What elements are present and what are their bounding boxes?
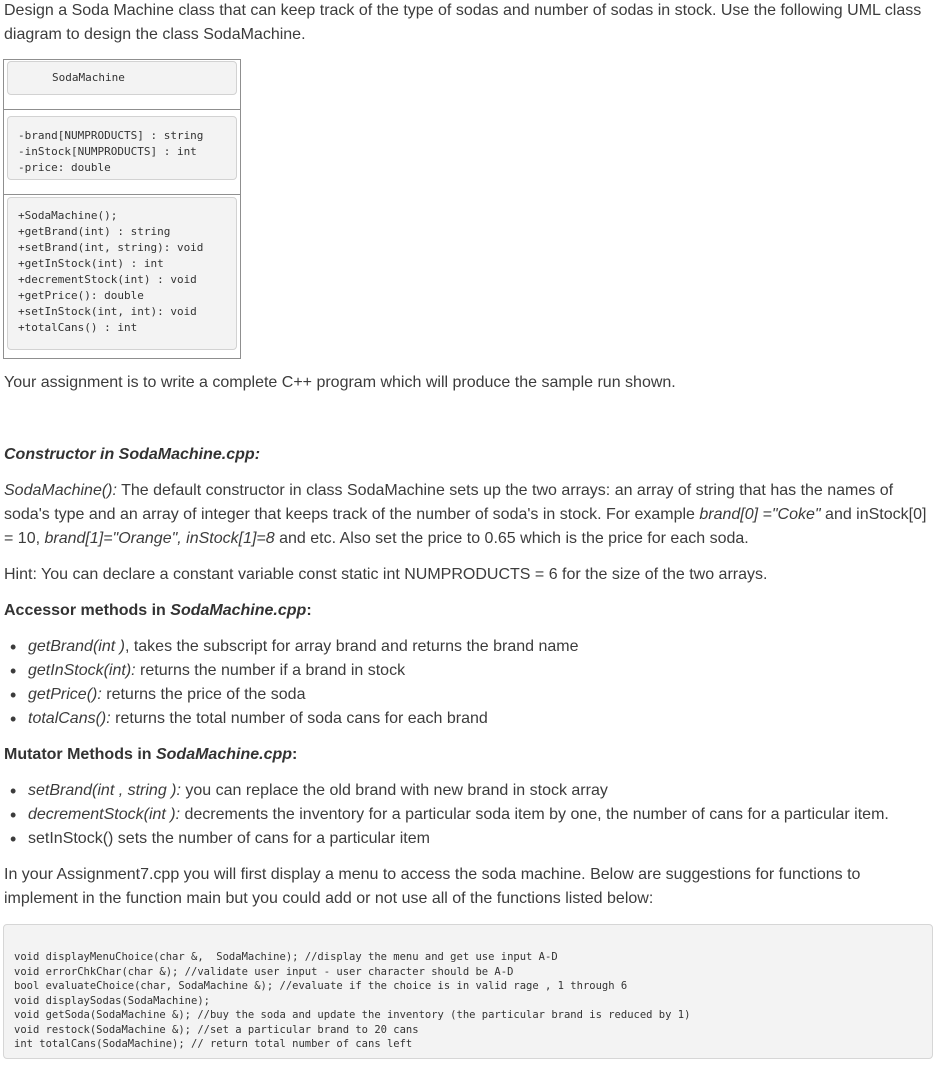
code-line: void displaySodas(SodaMachine); (14, 994, 210, 1007)
method-name: getBrand(int ) (28, 638, 125, 655)
uml-member: +setInStock(int, int): void (18, 305, 197, 318)
list-item (4, 683, 924, 707)
method-description: returns the total number of soda cans for each brand (110, 710, 488, 727)
list-item (4, 659, 924, 683)
method-name: setBrand(int , string ): (28, 782, 181, 799)
heading-file: SodaMachine.cpp (170, 602, 307, 619)
uml-member: +getPrice(): double (18, 289, 144, 302)
uml-methods (7, 197, 237, 350)
code-line: void errorChkChar(char &); //validate user input - user character should be A-D (14, 965, 514, 978)
code-line: void displayMenuChoice(char &, SodaMachine); //display the menu and get use input A-D (14, 951, 558, 963)
accessor-heading (4, 599, 934, 623)
constructor-text: The default constructor in class SodaMachine sets up the two arrays: an array of string that has the names of soda's type and an array of integer that keeps track of the number of soda's in stock. For example (4, 482, 894, 523)
code-line: bool evaluateChoice(char, SodaMachine &); //evaluate if the choice is in valid rage , 1 through 6 (14, 980, 628, 992)
method-name: getInStock(int): (28, 662, 136, 679)
assignment-paragraph: Your assignment is to write a complete C++ program which will produce the sample run shown. (4, 374, 676, 391)
list-item (4, 803, 924, 827)
uml-member: +setBrand(int, string): void (18, 241, 204, 254)
intro-paragraph: Design a Soda Machine class that can keep track of the type of sodas and number of sodas in stock. Use the following UML class diagram to design the class SodaMachine. (4, 2, 922, 43)
constructor-example: brand[0] ="Coke" (699, 506, 821, 523)
uml-member: +SodaMachine(); (18, 209, 118, 222)
uml-class-name: SodaMachine (7, 61, 237, 95)
method-name: getPrice(): (28, 686, 102, 703)
mutator-heading (4, 743, 934, 767)
uml-attributes-section (4, 110, 240, 194)
hint-paragraph: Hint: You can declare a constant variable const static int NUMPRODUCTS = 6 for the size of the two arrays. (4, 566, 768, 583)
constructor-text: and etc. Also set the price to 0.65 which is the price for each soda. (274, 530, 749, 547)
mutator-list (4, 779, 924, 851)
method-name: decrementStock(int ): (28, 806, 181, 823)
uml-attributes (7, 116, 237, 180)
accessor-list (4, 635, 924, 731)
constructor-description (4, 479, 934, 551)
uml-member: -brand[NUMPRODUCTS] : string (18, 129, 204, 142)
code-line: void restock(SodaMachine &); //set a particular brand to 20 cans (14, 1023, 419, 1036)
constructor-text: and inStock[0] = 10, (4, 506, 927, 547)
uml-member: +getInStock(int) : int (18, 257, 164, 270)
method-description: you can replace the old brand with new brand in stock array (180, 782, 608, 799)
uml-member: -price: double (18, 161, 111, 174)
list-item (4, 827, 924, 851)
code-line: void getSoda(SodaMachine &); //buy the soda and update the inventory (the particular brand is reduced by 1) (14, 1009, 691, 1021)
constructor-heading: Constructor in SodaMachine.cpp: (4, 446, 261, 463)
constructor-name: SodaMachine(): (4, 482, 117, 499)
heading-text: Mutator Methods in (4, 746, 156, 763)
list-item (4, 779, 924, 803)
method-name: totalCans(): (28, 710, 111, 727)
uml-member: -inStock[NUMPRODUCTS] : int (18, 145, 197, 158)
list-item (4, 635, 924, 659)
uml-member: +getBrand(int) : string (18, 225, 171, 238)
uml-class-diagram (3, 59, 241, 359)
method-description: returns the price of the soda (101, 686, 306, 703)
uml-member: +totalCans() : int (18, 321, 138, 334)
method-description: returns the number if a brand in stock (135, 662, 406, 679)
code-block (3, 924, 933, 1059)
uml-name-section (4, 60, 240, 110)
uml-member: +decrementStock(int) : void (18, 273, 197, 286)
constructor-example: brand[1]="Orange", inStock[1]=8 (44, 530, 275, 547)
main-description: In your Assignment7.cpp you will first display a menu to access the soda machine. Below are suggestions for functions to implement in the function main but you could add or not use all of the functions listed below: (4, 866, 861, 907)
heading-file: SodaMachine.cpp (155, 746, 293, 763)
list-item (4, 707, 924, 731)
code-line: int totalCans(SodaMachine); // return total number of cans left (14, 1038, 413, 1050)
heading-text: : (306, 602, 312, 619)
heading-text: Accessor methods in (4, 602, 171, 619)
uml-methods-section (4, 195, 240, 358)
method-description: , takes the subscript for array brand and returns the brand name (124, 638, 579, 655)
heading-text: : (292, 746, 298, 763)
method-description: setInStock() sets the number of cans for a particular item (28, 830, 430, 847)
method-description: decrements the inventory for a particular soda item by one, the number of cans for a particular item. (180, 806, 889, 823)
